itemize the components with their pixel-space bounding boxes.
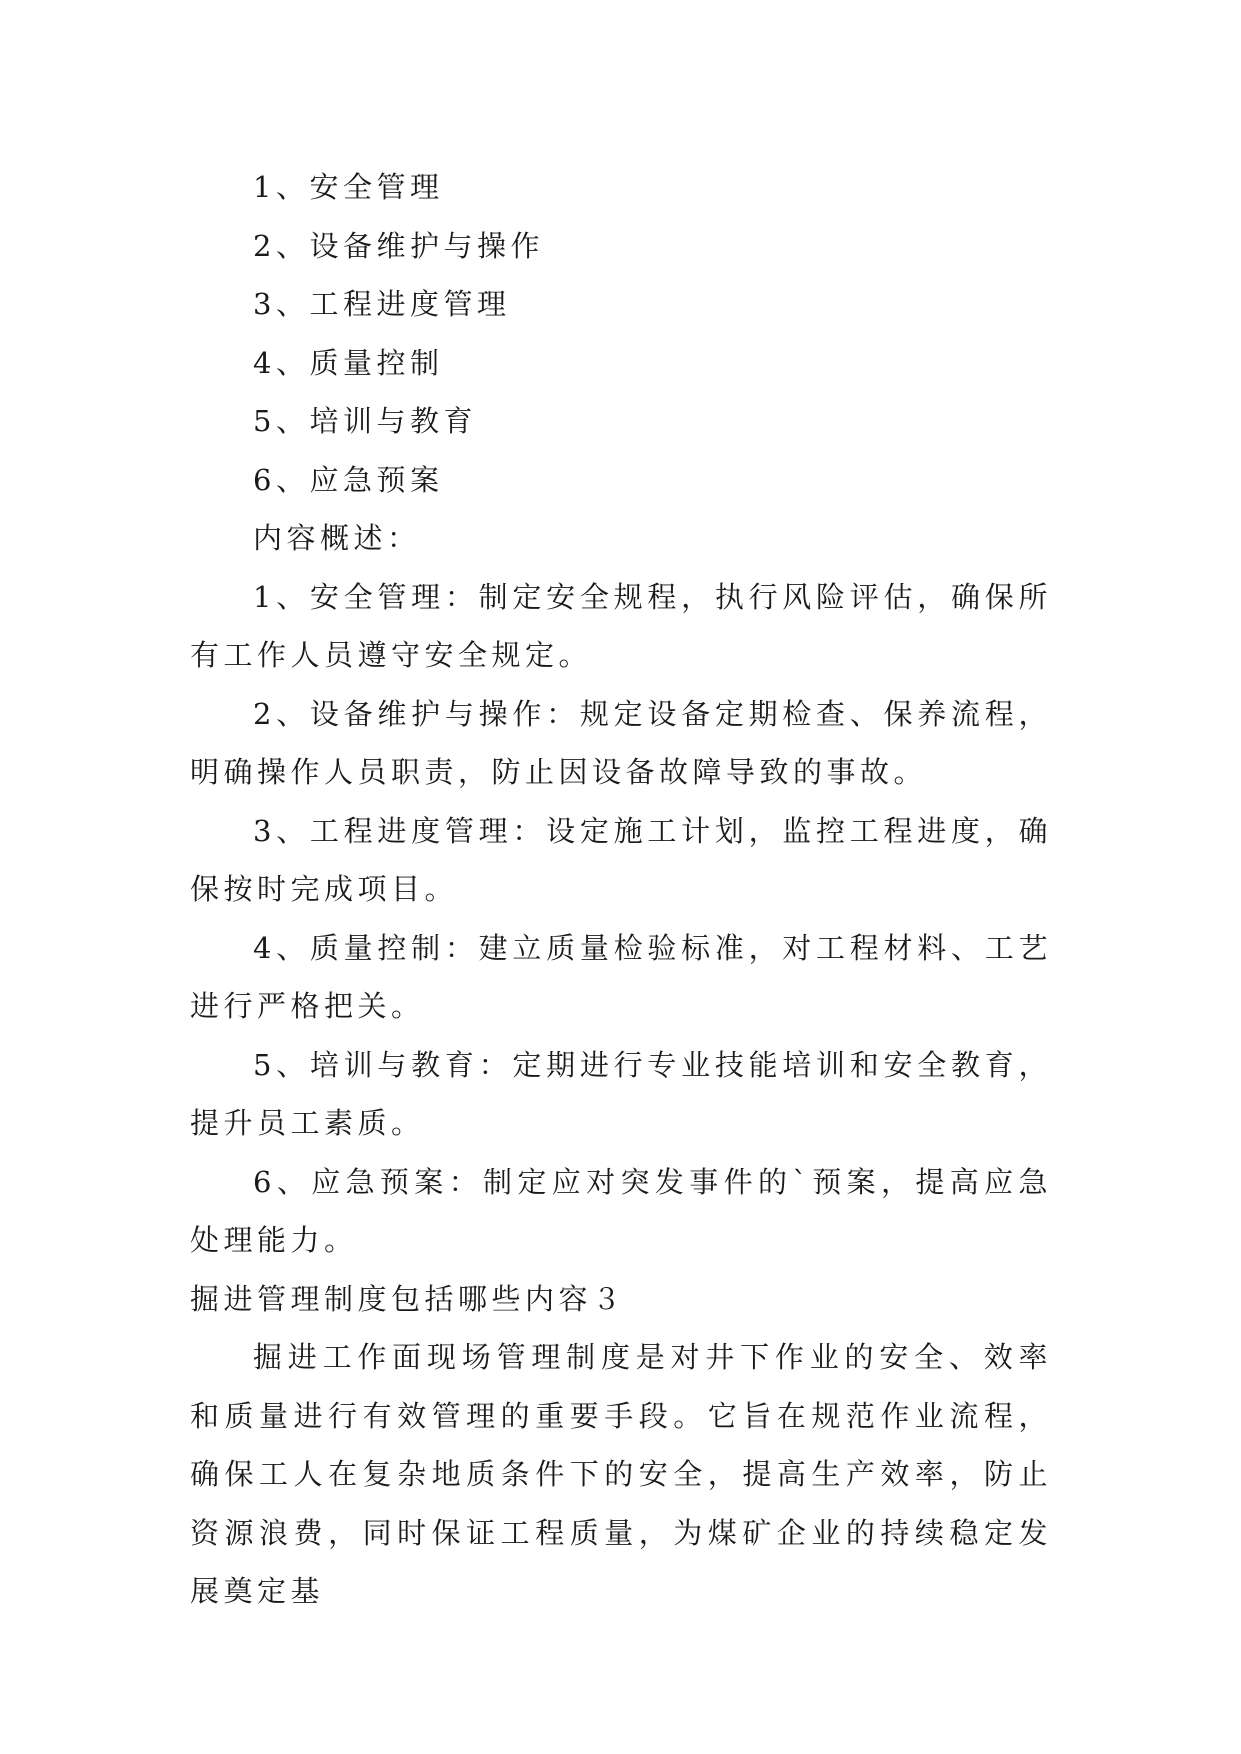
toc-item-progress: 3、工程进度管理 xyxy=(253,287,511,321)
section-paragraph: 掘进工作面现场管理制度是对井下作业的安全、效率和质量进行有效管理的重要手段。它旨在规范作业流程，确保工人在复杂地质条件下的安全，提高生产效率，防止资源浪费，同时保证工程质量，为煤矿企业的持续稳定发展奠定基 xyxy=(190,1340,1052,1608)
overview-label: 内容概述： xyxy=(253,521,421,555)
toc-item-emergency: 6、应急预案 xyxy=(253,462,444,497)
document-body xyxy=(190,158,1052,1621)
overview-item-safety: 1、安全管理：制定安全规程，执行风险评估，确保所有工作人员遵守安全规定。 xyxy=(190,579,1052,672)
overview-item-equipment: 2、设备维护与操作：规定设备定期检查、保养流程，明确操作人员职责，防止因设备故障导致的事故。 xyxy=(190,696,1052,789)
overview-item-progress: 3、工程进度管理：设定施工计划，监控工程进度，确保按时完成项目。 xyxy=(190,813,1052,906)
overview-item-emergency: 6、应急预案：制定应对突发事件的`预案，提高应急处理能力。 xyxy=(190,1164,1052,1257)
toc-item-quality: 4、质量控制 xyxy=(253,345,444,380)
toc-item-equipment: 2、设备维护与操作 xyxy=(253,228,544,263)
toc-item-training: 5、培训与教育 xyxy=(253,404,477,438)
overview-item-training: 5、培训与教育：定期进行专业技能培训和安全教育，提升员工素质。 xyxy=(190,1047,1052,1140)
section-heading: 掘进管理制度包括哪些内容３ xyxy=(190,1281,626,1316)
overview-item-quality: 4、质量控制：建立质量检验标准，对工程材料、工艺进行严格把关。 xyxy=(190,930,1052,1023)
toc-item-safety: 1、安全管理 xyxy=(253,170,444,204)
